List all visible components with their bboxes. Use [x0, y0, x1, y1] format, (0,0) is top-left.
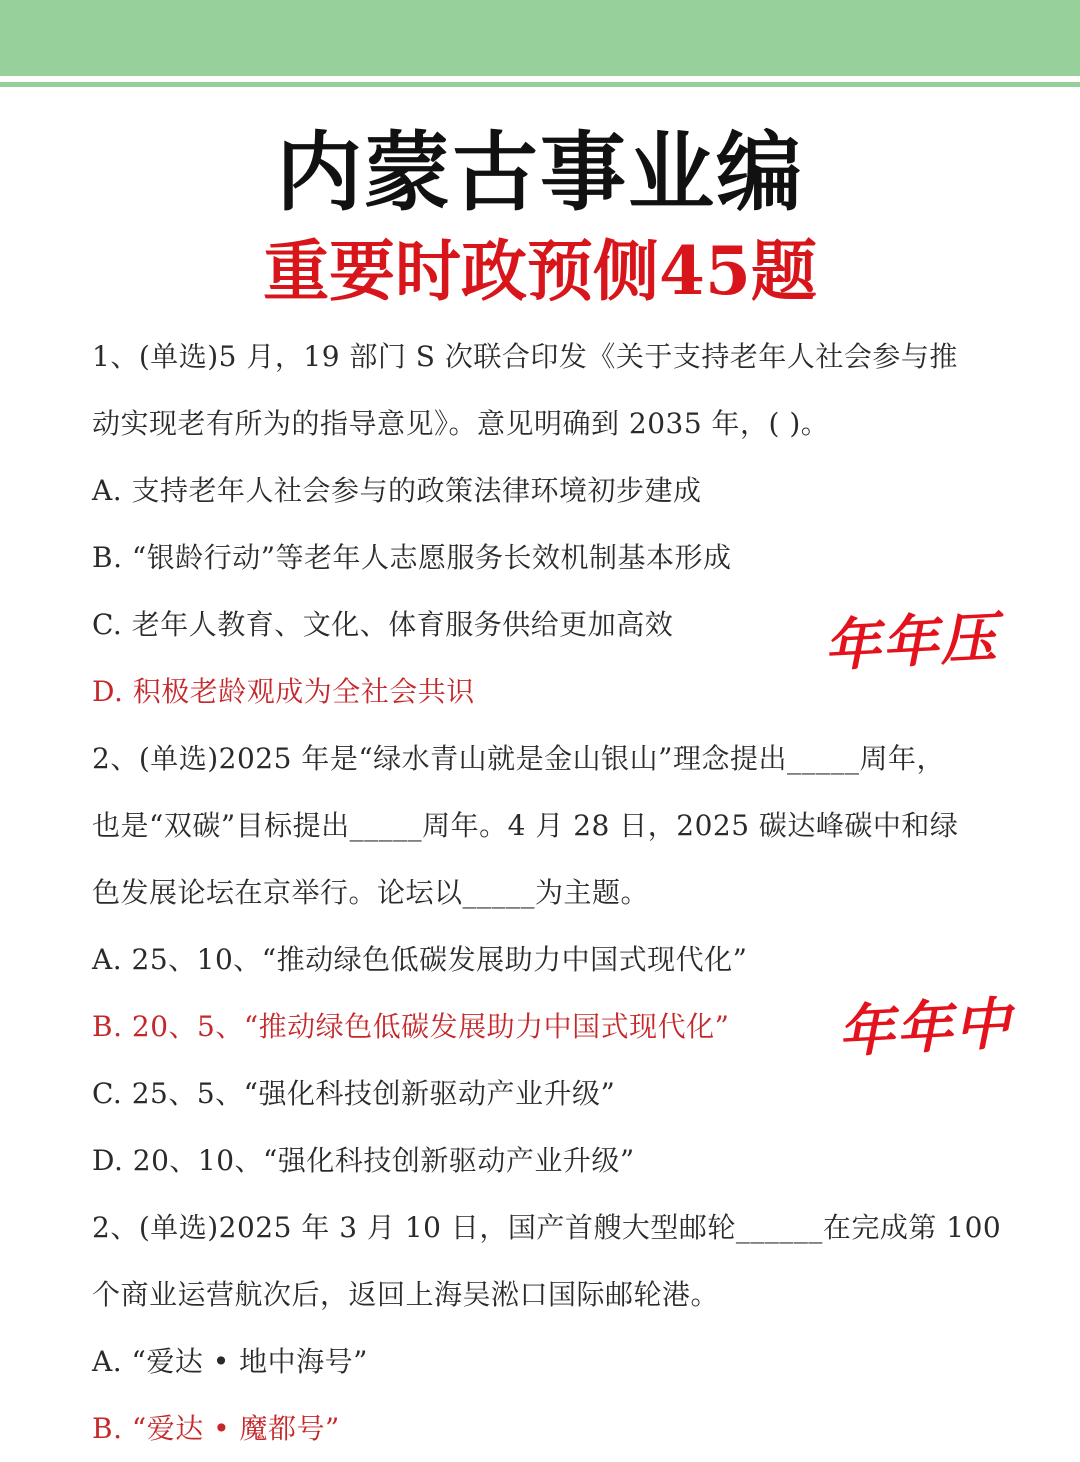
- q1-option-b: B. “银龄行动”等老年人志愿服务长效机制基本形成: [92, 541, 732, 574]
- q1-option-c: C. 老年人教育、文化、体育服务供给更加高效: [92, 608, 674, 641]
- q2-stem-line-1: 2、(单选)2025 年是“绿水青山就是金山银山”理念提出_____周年，: [92, 742, 945, 775]
- q2-stem-line-3: 色发展论坛在京举行。论坛以_____为主题。: [92, 876, 650, 909]
- q1-stem-line-2: 动实现老有所为的指导意见》。意见明确到 2035 年，( )。: [92, 407, 830, 440]
- q3-option-a: A. “爱达 • 地中海号”: [92, 1345, 368, 1378]
- top-green-line: [0, 82, 1080, 87]
- q2-option-b-answer: B. 20、5、“推动绿色低碳发展助力中国式现代化”: [92, 1010, 730, 1043]
- q3-option-b-answer: B. “爱达 • 魔都号”: [92, 1412, 340, 1445]
- q2-option-d: D. 20、10、“强化科技创新驱动产业升级”: [92, 1144, 635, 1177]
- q2-option-a: A. 25、10、“推动绿色低碳发展助力中国式现代化”: [92, 943, 748, 976]
- q1-option-a: A. 支持老年人社会参与的政策法律环境初步建成: [92, 474, 702, 507]
- q3-stem-line-2: 个商业运营航次后，返回上海吴淞口国际邮轮港。: [92, 1278, 720, 1311]
- stamp-nian-nian-ya: 年年压: [822, 605, 1000, 680]
- q1-stem-line-1: 1、(单选)5 月，19 部门 S 次联合印发《关于支持老年人社会参与推: [92, 340, 958, 373]
- top-green-band: [0, 0, 1080, 76]
- stamp-nian-nian-zhong: 年年中: [836, 991, 1014, 1066]
- q2-stem-line-2: 也是“双碳”目标提出_____周年。4 月 28 日，2025 碳达峰碳中和绿: [92, 809, 959, 842]
- q2-option-c: C. 25、5、“强化科技创新驱动产业升级”: [92, 1077, 616, 1110]
- question-content: [92, 323, 1002, 1462]
- page-title: 内蒙古事业编: [276, 123, 804, 223]
- q1-option-d-answer: D. 积极老龄观成为全社会共识: [92, 675, 475, 708]
- page-subtitle: 重要时政预侧45题: [263, 232, 817, 310]
- q3-stem-line-1: 2、(单选)2025 年 3 月 10 日，国产首艘大型邮轮______在完成第 100: [92, 1211, 1002, 1244]
